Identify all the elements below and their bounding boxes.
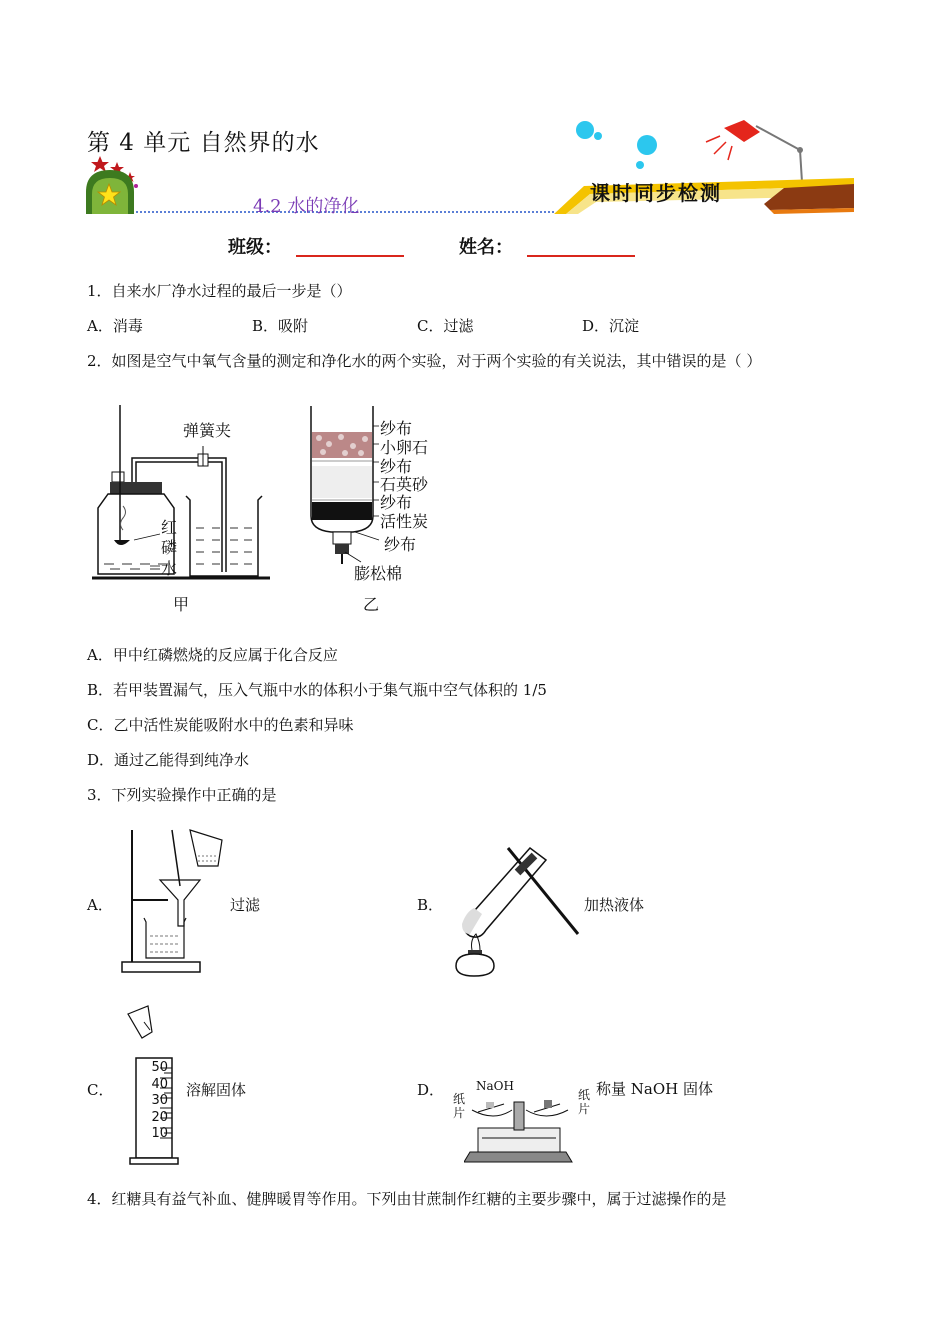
q4-stem: 4．红糖具有益气补血、健脾暖胃等作用。下列由甘蔗制作红糖的主要步骤中，属于过滤操作的是 bbox=[87, 1190, 727, 1208]
q3-filtration-apparatus bbox=[118, 826, 226, 976]
class-label: 班级： bbox=[228, 237, 282, 258]
name-label: 姓名： bbox=[459, 237, 513, 258]
unit-title: 第 4 单元 自然界的水 bbox=[87, 130, 320, 156]
fig-jia-phosphorus-label-1: 红 bbox=[161, 518, 178, 537]
fig-jia-clamp-label: 弹簧夹 bbox=[183, 421, 232, 440]
paper-right-char: 纸 bbox=[578, 1088, 591, 1102]
cylinder-tick: 20 bbox=[151, 1109, 168, 1125]
q2-option-d: D．通过乙能得到纯净水 bbox=[87, 751, 250, 769]
fig-jia-phosphorus-label-2: 磷 bbox=[161, 538, 178, 557]
paper-left-char: 纸 bbox=[453, 1092, 466, 1106]
balance-paper-left bbox=[453, 1092, 465, 1120]
fig-yi-layer-4: 石英砂 bbox=[380, 475, 429, 494]
fig-yi-filter bbox=[305, 404, 385, 579]
banner-text: 课时同步检测 bbox=[590, 181, 722, 205]
q3-option-c-letter: C． bbox=[87, 1081, 114, 1099]
balance-naoh-label: NaOH bbox=[476, 1079, 514, 1093]
cylinder-tick: 30 bbox=[151, 1093, 168, 1108]
q2-stem: 2．如图是空气中氧气含量的测定和净化水的两个实验，对于两个实验的有关说法，其中错误的是（ ） bbox=[87, 352, 762, 370]
q3-heating-apparatus bbox=[452, 842, 582, 977]
fig-jia-water-label: 水 bbox=[161, 559, 178, 578]
name-blank[interactable] bbox=[527, 255, 635, 257]
section-title: 4.2 水的净化 bbox=[253, 196, 360, 217]
q3-option-a-letter: A． bbox=[87, 896, 113, 914]
q3-option-a-caption: 过滤 bbox=[230, 896, 261, 914]
q1-option-d: D．沉淀 bbox=[582, 317, 640, 335]
q3-option-d-letter: D． bbox=[417, 1081, 445, 1099]
fig-yi-layer-7: 纱布 bbox=[384, 535, 417, 554]
q2-option-b: B．若甲装置漏气，压入气瓶中水的体积小于集气瓶中空气体积的 1/5 bbox=[87, 681, 547, 699]
cylinder-ticks bbox=[148, 1060, 168, 1143]
fig-yi-layer-5: 纱布 bbox=[380, 493, 413, 512]
fig-yi-layer-1: 纱布 bbox=[380, 419, 413, 438]
balance-paper-right bbox=[578, 1088, 590, 1116]
fig-yi-layer-6: 活性炭 bbox=[380, 512, 429, 531]
fig-yi-caption: 乙 bbox=[363, 595, 380, 614]
q1-stem: 1．自来水厂净水过程的最后一步是（） bbox=[87, 282, 352, 300]
cylinder-tick: 10 bbox=[151, 1126, 168, 1141]
class-blank[interactable] bbox=[296, 255, 404, 257]
lamp-icon bbox=[706, 120, 803, 182]
q3-balance bbox=[464, 1088, 574, 1164]
header-banner bbox=[84, 112, 854, 222]
q1-option-c: C．过滤 bbox=[417, 317, 474, 335]
fig-jia-caption: 甲 bbox=[173, 595, 190, 614]
cylinder-tick: 50 bbox=[151, 1060, 168, 1075]
paper-right-char: 片 bbox=[578, 1102, 591, 1116]
q3-option-d-caption: 称量 NaOH 固体 bbox=[596, 1080, 713, 1098]
q3-option-b-letter: B． bbox=[417, 896, 444, 914]
q1-option-a: A．消毒 bbox=[87, 317, 143, 335]
q1-option-b: B．吸附 bbox=[252, 317, 309, 335]
paper-left-char: 片 bbox=[453, 1106, 466, 1120]
q3-stem: 3．下列实验操作中正确的是 bbox=[87, 786, 277, 804]
q3-option-c-caption: 溶解固体 bbox=[186, 1081, 247, 1099]
fig-yi-layer-2: 小卵石 bbox=[380, 438, 429, 457]
cylinder-tick: 40 bbox=[151, 1076, 168, 1092]
q2-option-a: A．甲中红磷燃烧的反应属于化合反应 bbox=[87, 646, 338, 664]
fig-yi-layer-3: 纱布 bbox=[380, 457, 413, 476]
q2-option-c: C．乙中活性炭能吸附水中的色素和异味 bbox=[87, 716, 354, 734]
q3-option-b-caption: 加热液体 bbox=[584, 896, 645, 914]
fig-yi-layer-8: 膨松棉 bbox=[354, 564, 403, 583]
